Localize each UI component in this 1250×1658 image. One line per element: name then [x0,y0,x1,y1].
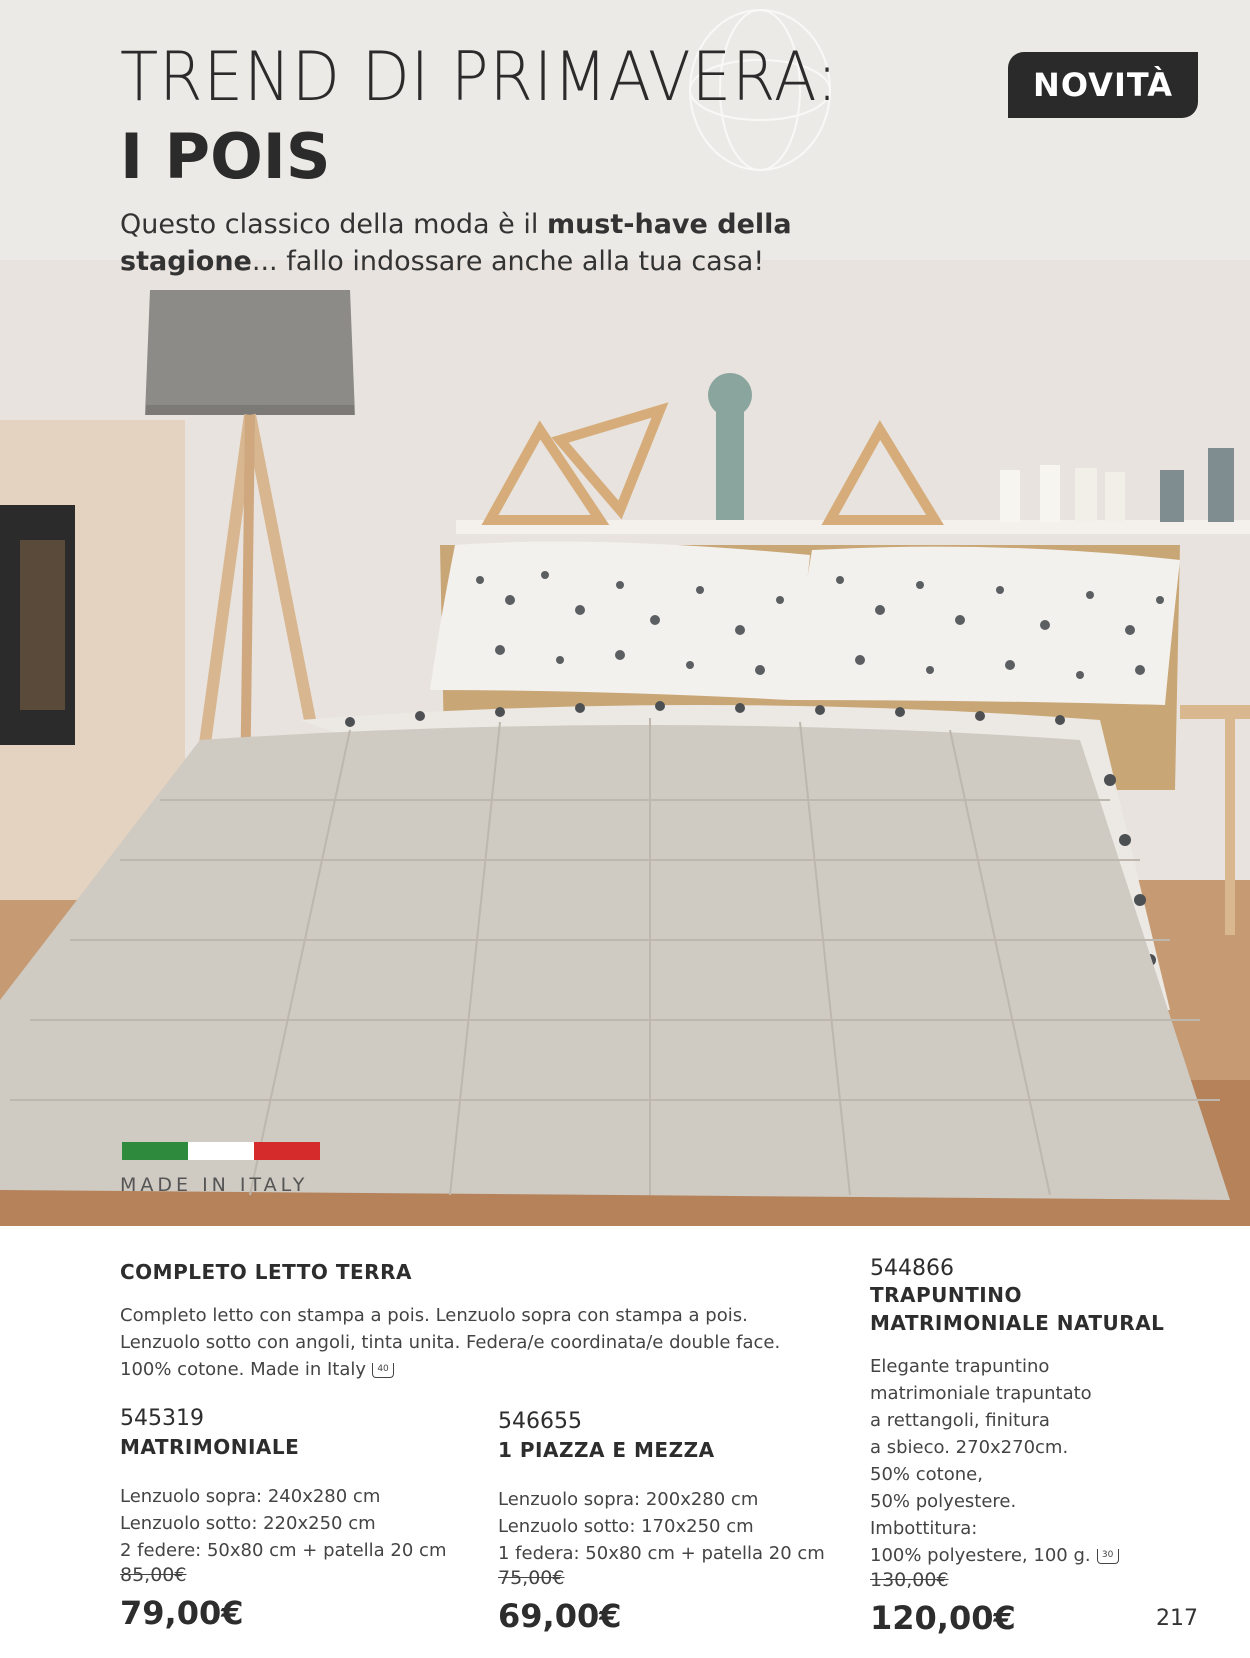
product1-description-text: Completo letto con stampa a pois. Lenzuolo sopra con stampa a pois. Lenzuolo sotto con angoli, tinta unita. Federa/e coordinata/e double face. 100% cotone. Made in Italy [120,1305,781,1380]
flag-green [122,1142,188,1160]
desc-line [870,1542,1200,1569]
product2-description [870,1353,1200,1569]
hero-title-line1: TREND DI PRIMAVERA: [120,38,839,117]
made-in-italy-label: MADE IN ITALY [120,1174,309,1196]
variant-name: 1 PIAZZA E MEZZA [498,1438,715,1462]
variant-matrimoniale [120,1406,480,1632]
variant-1-piazza-e-mezza [498,1409,858,1635]
product2-title-line1: TRAPUNTINO [870,1283,1022,1307]
price: 79,00€ [120,1594,244,1632]
flag-white [188,1142,254,1160]
desc-line: Elegante trapuntino [870,1356,1050,1377]
old-price: 130,00€ [870,1569,949,1591]
subtitle-part-a: Questo classico della moda è il [120,209,547,240]
hero-subtitle [120,206,880,280]
desc-line: 50% cotone, [870,1464,983,1485]
wash-40-icon: 40 [372,1363,394,1378]
spec-line: Lenzuolo sotto: 220x250 cm [120,1513,376,1534]
product1-description [120,1302,820,1383]
product2-title-line2: MATRIMONIALE NATURAL [870,1311,1165,1335]
novita-badge: NOVITÀ [1008,52,1198,118]
spec-line: Lenzuolo sotto: 170x250 cm [498,1516,754,1537]
desc-line: 50% polyestere. [870,1491,1017,1512]
product2-code: 544866 [870,1256,954,1281]
product2 [870,1256,1200,1637]
desc-line: matrimoniale trapuntato [870,1383,1092,1404]
price: 120,00€ [870,1599,1016,1637]
spec-line: Lenzuolo sopra: 200x280 cm [498,1489,759,1510]
spec-line: 1 federa: 50x80 cm + patella 20 cm [498,1543,825,1564]
product1-title: COMPLETO LETTO TERRA [120,1260,412,1284]
desc-line: a rettangoli, finitura [870,1410,1050,1431]
old-price: 85,00€ [120,1564,187,1586]
page-number: 217 [1156,1606,1198,1631]
desc-line: a sbieco. 270x270cm. [870,1437,1069,1458]
hero-title-line2: I POIS [120,120,331,193]
desc-line: Imbottitura: [870,1518,978,1539]
old-price: 75,00€ [498,1567,565,1589]
variant-code: 545319 [120,1406,204,1431]
subtitle-part-c: ... fallo indossare anche alla tua casa! [251,246,765,277]
spec-line: Lenzuolo sopra: 240x280 cm [120,1486,381,1507]
price: 69,00€ [498,1597,622,1635]
desc-line-text: 100% polyestere, 100 g. [870,1545,1091,1566]
variant-code: 546655 [498,1409,582,1434]
variant-specs [498,1486,858,1567]
variant-specs [120,1483,480,1564]
wash-30-icon: 30 [1097,1549,1119,1564]
subtitle-highlight: must-have della stagione [120,209,792,277]
italian-flag-icon [122,1142,320,1160]
spec-line: 2 federe: 50x80 cm + patella 20 cm [120,1540,447,1561]
flag-red [254,1142,320,1160]
variant-name: MATRIMONIALE [120,1435,300,1459]
